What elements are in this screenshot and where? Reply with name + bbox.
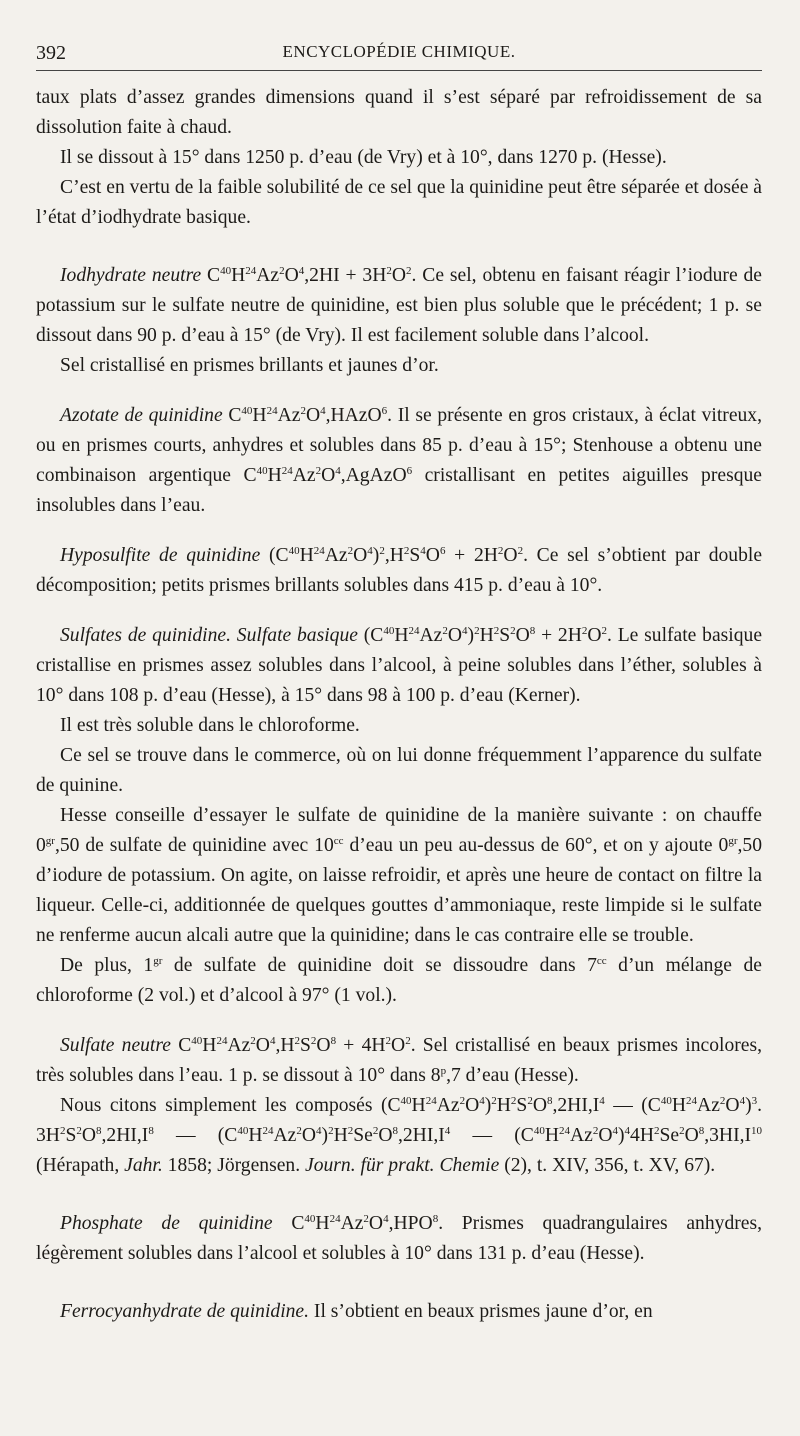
page-body	[36, 83, 762, 1327]
running-title: ENCYCLOPÉDIE CHIMIQUE.	[282, 42, 516, 61]
paragraph: Hyposulfite de quinidine $(C^{40}H^{24}Az^2O^4)^2,H^2S^4O^6 + 2H^2O^2$. Ce sel s’obtient par double décomposition; petits prismes brillants solubles dans 415 p. d’eau à 10°.	[36, 545, 763, 596]
paragraph: Sel cristallisé en prismes brillants et jaunes d’or.	[60, 355, 439, 376]
paragraph: Nous citons simplement les composés $(C^{40}H^{24}Az^2O^4)^2H^2S^2O^8,2HI,I^4$ — $(C^{40}H^{24}Az^2O^4)^3$. $3H^2S^2O^8,2HI,I^8$ — $(C^{40}H^{24}Az^2O^4)^2H^2Se^2O^8,2HI,I^4$ — $(C^{40}H^{24}Az^2O^4)^44H^2Se^2O^8,3HI,I^{10}$ (Hérapath, Jahr. 1858; Jörgensen. Journ. für prakt. Chemie (2), t. XIV, 356, t. XV, 67).	[36, 1095, 763, 1176]
paragraph: C’est en vertu de la faible solubilité de ce sel que la quinidine peut être séparée et dosée à l’état d’iodhydrate basique.	[36, 177, 762, 228]
page-header	[36, 40, 762, 71]
paragraph: Sulfates de quinidine. Sulfate basique $(C^{40}H^{24}Az^2O^4)^2H^2S^2O^8 + 2H^2O^2$. Le sulfate basique cristallise en prismes assez solubles dans l’alcool, à peine solubles dans l’éther, solubles à 10° dans 108 p. d’eau (Hesse), à 15° dans 98 à 100 p. d’eau (Kerner).	[36, 625, 763, 706]
paragraph: Hesse conseille d’essayer le sulfate de quinidine de la manière suivante : on chauffe $0^{gr},50$ de sulfate de quinidine avec $10^{cc}$ d’eau un peu au-dessus de 60°, et on y ajoute $0^{gr},50$ d’iodure de potassium. On agite, on laisse refroidir, et après une heure de contact on filtre la liqueur. Celle-ci, additionnée de quelques gouttes d’ammoniaque, reste limpide si le sulfate ne renferme aucun alcali autre que la quinidine; dans le cas contraire elle se trouble.	[36, 805, 762, 946]
paragraph: Iodhydrate neutre $C^{40}H^{24}Az^2O^4,2HI + 3H^2O^2$. Ce sel, obtenu en faisant réagir l’iodure de potassium sur le sulfate neutre de quinidine, est bien plus soluble que le précédent; 1 p. se dissout dans 90 p. d’eau à 15° (de Vry). Il est facilement soluble dans l’alcool.	[36, 265, 762, 346]
paragraph: taux plats d’assez grandes dimensions quand il s’est séparé par refroidissement de sa dissolution faite à chaud.	[36, 87, 762, 138]
paragraph: Sulfate neutre $C^{40}H^{24}Az^2O^4,H^2S^2O^8 + 4H^2O^2$. Sel cristallisé en beaux prismes incolores, très solubles dans l’eau. 1 p. se dissout à 10° dans 8$^p$,7 d’eau (Hesse).	[36, 1035, 762, 1086]
paragraph: Ce sel se trouve dans le commerce, où on lui donne fréquemment l’apparence du sulfate de quinine.	[36, 745, 762, 796]
paragraph: De plus, $1^{gr}$ de sulfate de quinidine doit se dissoudre dans $7^{cc}$ d’un mélange de chloroforme (2 vol.) et d’alcool à 97° (1 vol.).	[36, 955, 762, 1006]
paragraph: Il se dissout à 15° dans 1250 p. d’eau (de Vry) et à 10°, dans 1270 p. (Hesse).	[60, 147, 667, 168]
paragraph: Ferrocyanhydrate de quinidine. Il s’obtient en beaux prismes jaune d’or, en	[60, 1301, 653, 1322]
paragraph: Azotate de quinidine $C^{40}H^{24}Az^2O^4,HAzO^6$. Il se présente en gros cristaux, à éclat vitreux, ou en prismes courts, anhydres et solubles dans 85 p. d’eau à 15°; Stenhouse a obtenu une combinaison argentique $C^{40}H^{24}Az^2O^4,AgAzO^6$ cristallisant en petites aiguilles presque insolubles dans l’eau.	[36, 405, 763, 516]
paragraph: Il est très soluble dans le chloroforme.	[60, 715, 360, 736]
paragraph: Phosphate de quinidine $C^{40}H^{24}Az^2O^4,HPO^8$. Prismes quadrangulaires anhydres, légèrement solubles dans l’alcool et solubles à 10° dans 131 p. d’eau (Hesse).	[36, 1213, 762, 1264]
page-number: 392	[36, 42, 66, 64]
